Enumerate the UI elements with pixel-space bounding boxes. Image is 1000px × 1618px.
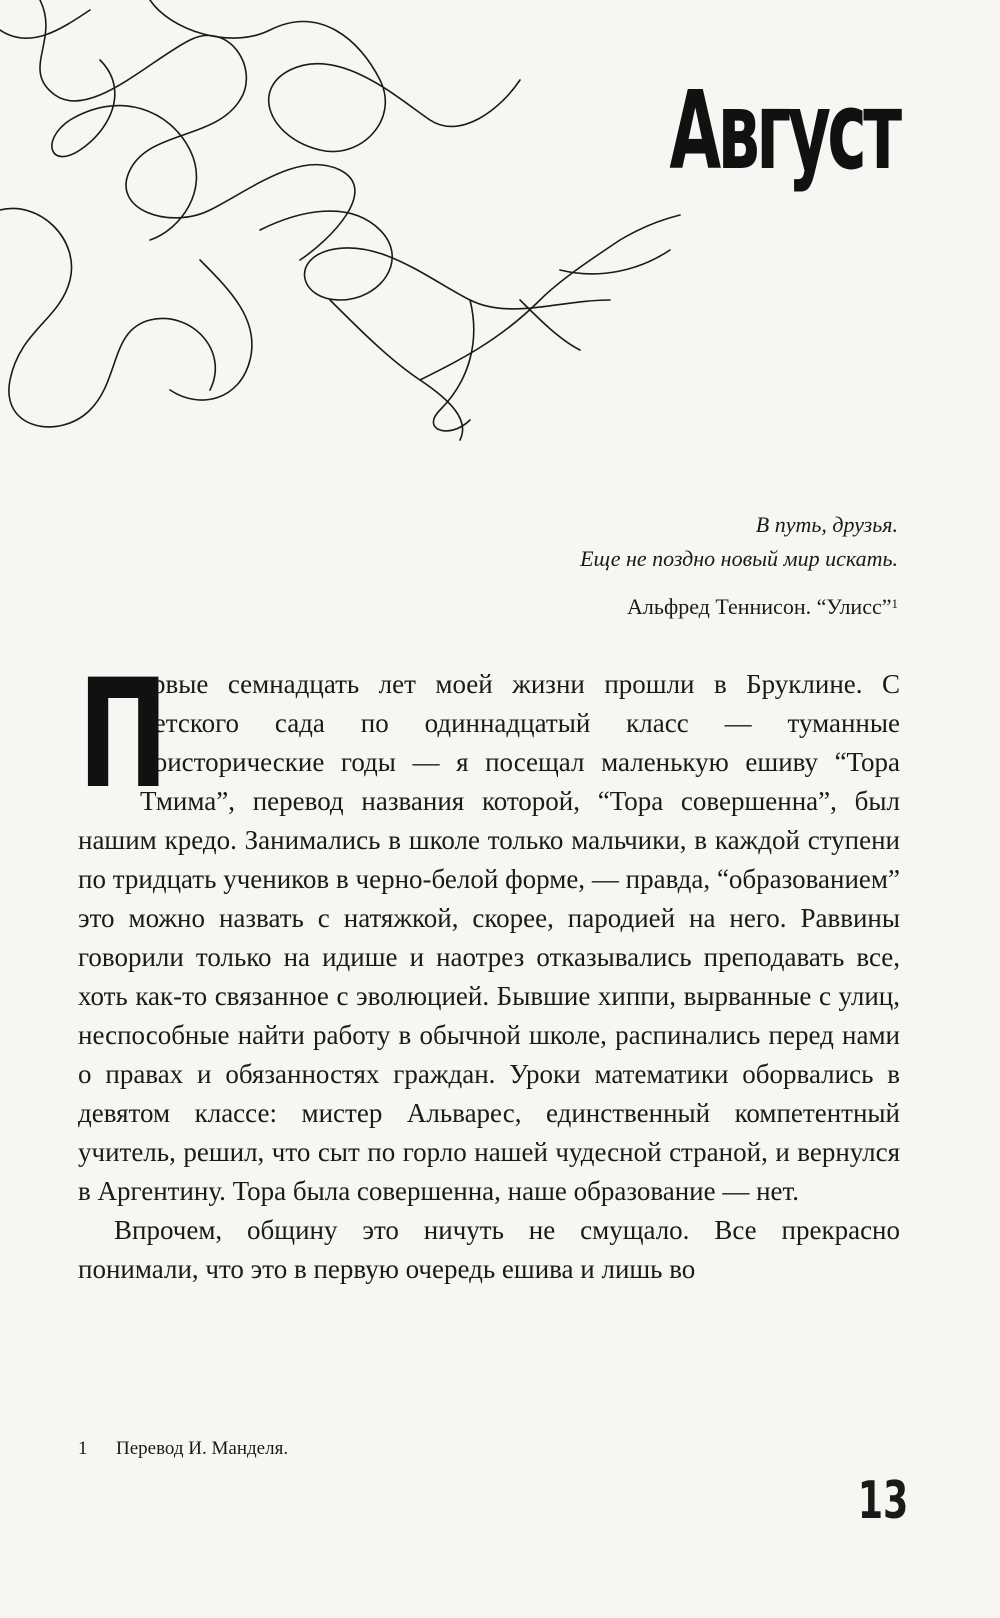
epigraph-attribution <box>580 590 898 624</box>
paragraph-2: Впрочем, общину это ничуть не смущало. Все прекрасно понимали, что это в первую очередь ешива и лишь во <box>78 1215 900 1284</box>
epigraph-line-1: В путь, друзья. <box>755 512 898 537</box>
paragraph-1-text: ервые семнадцать лет моей жизни прошли в Бруклине. С детского сада по одиннадцатый класс — туманные доисторические годы — я посещал маленькую ешиву “Тора Тмима”, перевод названия которой, “Тора совершенна”, был нашим кредо. Занимались в школе только мальчики, в каждой ступени по тридцать учеников в черно-белой форме, — правда, “образованием” это можно назвать с натяжкой, скорее, пародией на него. Раввины говорили только на идише и наотрез отказывались преподавать все, хоть как-то связанное с эволюцией. Бывшие хиппи, вырванные с улиц, неспособные найти работу в обычной школе, распинались перед нами о правах и обязанностях граждан. Уроки математики оборвались в девятом классе: мистер Альварес, единственный компетентный учитель, решил, что сыт по горло нашей чудесной страной, и вернулся в Аргентину. Тора была совершенна, наше образование — нет. <box>78 669 900 1206</box>
footnote-text: Перевод И. Манделя. <box>116 1438 289 1459</box>
attribution-text: Альфред Теннисон. “Улисс” <box>627 594 892 619</box>
footnote-ref: 1 <box>891 596 898 611</box>
page-number: 13 <box>857 1471 908 1531</box>
footnote <box>78 1436 288 1462</box>
drop-cap: П <box>78 648 169 822</box>
footnote-number: 1 <box>78 1438 88 1459</box>
body-text <box>78 648 900 1289</box>
epigraph-line-2: Еще не поздно новый мир искать. <box>580 546 898 571</box>
chapter-title: Август <box>668 69 898 194</box>
scribble-illustration <box>0 0 700 460</box>
epigraph <box>580 508 898 624</box>
paragraph-1 <box>78 648 900 1211</box>
